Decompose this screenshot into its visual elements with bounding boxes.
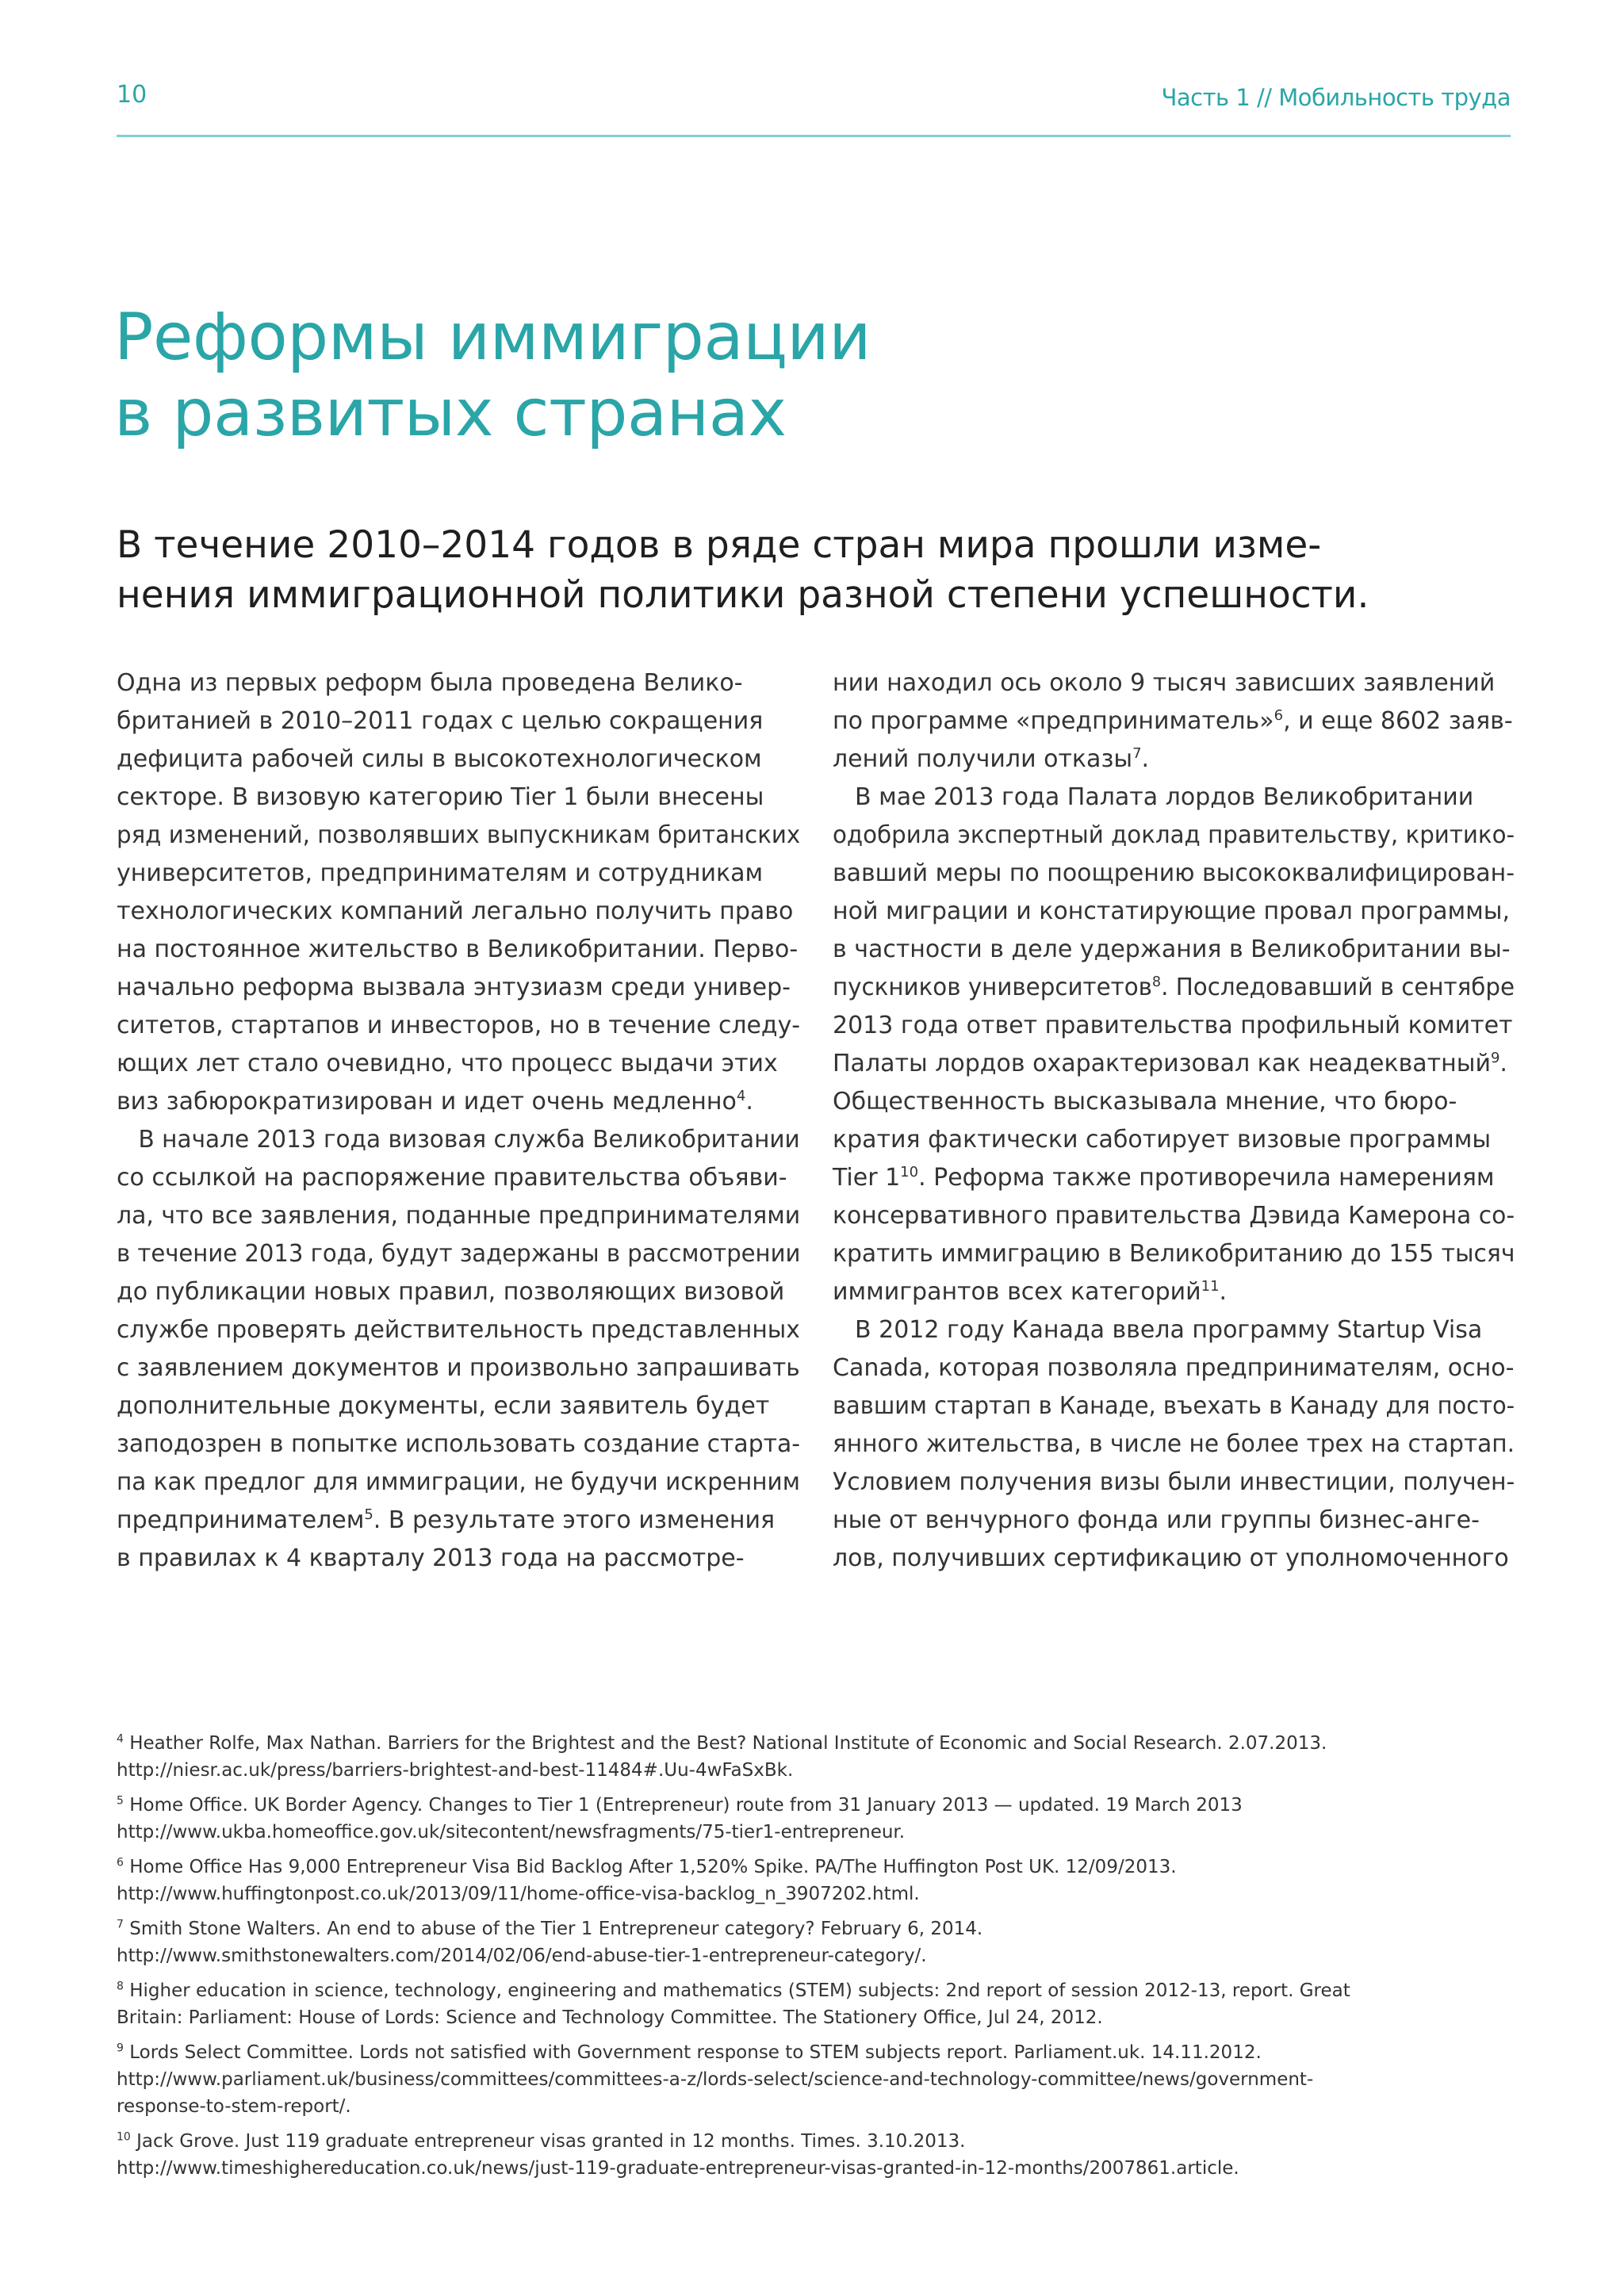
text-line: ющих лет стало очевидно, что процесс выдачи этих xyxy=(117,1050,778,1077)
text-line: кратия фактически саботирует визовые программы xyxy=(833,1126,1492,1154)
text-line: Условием получения визы были инвестиции, получен- xyxy=(833,1468,1515,1496)
text-segment: . xyxy=(1500,1050,1507,1077)
text-line: на постоянное жительство в Великобритании. Перво- xyxy=(117,936,799,963)
footnote xyxy=(117,2128,1512,2182)
footnote xyxy=(117,1854,1512,1908)
text-line: В мае 2013 года Палата лордов Великобритании xyxy=(855,783,1474,811)
text-line xyxy=(117,1083,800,1121)
footnote-number: 6 xyxy=(117,1856,124,1869)
footnote-ref[interactable]: 6 xyxy=(1274,707,1284,724)
footnote xyxy=(117,1977,1512,2031)
footnote-ref[interactable]: 5 xyxy=(364,1506,373,1523)
footnote-text: Lords Select Committee. Lords not satisfied with Government response to STEM subjects report. Parliament.uk. 14.11.2012. xyxy=(123,2042,1262,2063)
footnote-ref[interactable]: 10 xyxy=(900,1164,919,1181)
text-line: В 2012 году Канада ввела программу Startup Visa xyxy=(855,1316,1483,1344)
footnote-ref[interactable]: 9 xyxy=(1490,1050,1500,1066)
lead-paragraph xyxy=(117,520,1512,620)
text-line xyxy=(833,1273,1515,1311)
text-line: ряд изменений, позволявших выпускникам британских xyxy=(117,821,801,849)
footnote-link[interactable]: http://www.timeshighereducation.co.uk/news/just-119-graduate-entrepreneur-visas-granted-in-12-months/2007861.article. xyxy=(117,2158,1239,2179)
text-line: ситетов, стартапов и инвесторов, но в течение следу- xyxy=(117,1012,801,1039)
text-line: со ссылкой на распоряжение правительства объяви- xyxy=(117,1164,787,1192)
text-line: па как предлог для иммиграции, не будучи искренним xyxy=(117,1468,800,1496)
text-line: нии находил ось около 9 тысяч зависших заявлений xyxy=(833,669,1496,697)
text-segment: . Реформа также противоречила намерениям xyxy=(918,1164,1495,1192)
text-line: британией в 2010–2011 годах с целью сокращения xyxy=(117,707,764,735)
footnote-line xyxy=(117,1854,1512,1881)
body-column-right xyxy=(833,664,1515,1578)
text-line xyxy=(833,969,1515,1007)
text-line: до публикации новых правил, позволяющих визовой xyxy=(117,1278,785,1306)
text-line: технологических компаний легально получить право xyxy=(117,897,794,925)
footnote-line xyxy=(117,1977,1512,2004)
footnote xyxy=(117,1792,1512,1846)
text-line: лов, получивших сертификацию от уполномоченного xyxy=(833,1544,1509,1572)
text-line: 2013 года ответ правительства профильный комитет xyxy=(833,1012,1513,1039)
text-line: одобрила экспертный доклад правительству, критико- xyxy=(833,821,1515,849)
text-line: В начале 2013 года визовая служба Великобритании xyxy=(138,1126,800,1154)
text-line xyxy=(833,702,1515,740)
footnote-line xyxy=(117,1792,1512,1819)
text-segment: . xyxy=(745,1088,753,1115)
footnote-number: 10 xyxy=(117,2130,131,2144)
text-segment: . В результате этого изменения xyxy=(373,1506,776,1534)
text-segment: пускников университетов xyxy=(833,974,1152,1001)
text-segment: виз забюрократизирован и идет очень медленно xyxy=(117,1088,737,1115)
lead-line: В течение 2010–2014 годов в ряде стран мира прошли изме- xyxy=(117,523,1322,567)
footnote xyxy=(117,2039,1512,2120)
footnote-text: Smith Stone Walters. An end to abuse of the Tier 1 Entrepreneur category? February 6, 2014. xyxy=(123,1919,983,1939)
text-segment: предпринимателем xyxy=(117,1506,365,1534)
header-rule xyxy=(117,135,1511,137)
text-line: вавшим стартап в Канаде, въехать в Канаду для посто- xyxy=(833,1392,1515,1420)
text-line: дополнительные документы, если заявитель будет xyxy=(117,1392,770,1420)
footnote-line xyxy=(117,2039,1512,2066)
text-line: консервативного правительства Дэвида Камерона со- xyxy=(833,1202,1515,1230)
footnote-link[interactable]: http://www.ukba.homeoffice.gov.uk/sitecontent/newsfragments/75-tier1-entrepreneur. xyxy=(117,1822,906,1843)
text-line: службе проверять действительность представленных xyxy=(117,1316,800,1344)
footnote-text: Home Office Has 9,000 Entrepreneur Visa Bid Backlog After 1,520% Spike. PA/The Huffington Post UK. 12/09/2013. xyxy=(123,1857,1177,1877)
text-line: Общественность высказывала мнение, что бюро- xyxy=(833,1088,1457,1115)
text-line: в правилах к 4 кварталу 2013 года на рассмотре- xyxy=(117,1544,745,1572)
footnote-line: Britain: Parliament: House of Lords: Science and Technology Committee. The Stationery Office, Jul 24, 2012. xyxy=(117,2007,1103,2028)
text-line: кратить иммиграцию в Великобританию до 155 тысяч xyxy=(833,1240,1515,1268)
footnote-ref[interactable]: 8 xyxy=(1151,974,1162,990)
footnote-link[interactable]: http://www.huffingtonpost.co.uk/2013/09/11/home-office-visa-backlog_n_3907202.html. xyxy=(117,1884,920,1904)
text-segment: Палаты лордов охарактеризовал как неадекватный xyxy=(833,1050,1491,1077)
lead-line: нения иммиграционной политики разной степени успешности. xyxy=(117,573,1369,617)
text-line: секторе. В визовую категорию Tier 1 были внесены xyxy=(117,783,764,811)
footnote-link[interactable]: response-to-stem-report/. xyxy=(117,2096,351,2117)
text-segment: по программе «предприниматель» xyxy=(833,707,1274,735)
footnote-link[interactable]: http://www.smithstonewalters.com/2014/02/06/end-abuse-tier-1-entrepreneur-category/. xyxy=(117,1946,927,1966)
text-line xyxy=(833,740,1515,779)
text-line: заподозрен в попытке использовать создание старта- xyxy=(117,1430,801,1458)
text-segment: Tier 1 xyxy=(833,1164,901,1192)
footnote-line xyxy=(117,1915,1512,1942)
running-head: Часть 1 // Мобильность труда xyxy=(1161,84,1511,111)
footnote xyxy=(117,1730,1512,1784)
footnote-ref[interactable]: 11 xyxy=(1201,1278,1220,1295)
text-line: Canada, которая позволяла предпринимателям, осно- xyxy=(833,1354,1515,1382)
footnote-text: Jack Grove. Just 119 graduate entrepreneur visas granted in 12 months. Times. 3.10.2013. xyxy=(130,2131,966,2152)
footnote-link[interactable]: http://niesr.ac.uk/press/barriers-brightest-and-best-11484#.Uu-4wFaSxBk. xyxy=(117,1760,794,1781)
text-line: ные от венчурного фонда или группы бизнес-анге- xyxy=(833,1506,1480,1534)
text-line: ной миграции и констатирующие провал программы, xyxy=(833,897,1510,925)
text-line: дефицита рабочей силы в высокотехнологическом xyxy=(117,745,762,773)
text-line: Одна из первых реформ была проведена Велико- xyxy=(117,669,743,697)
footnote-text: Home Office. UK Border Agency. Changes to Tier 1 (Entrepreneur) route from 31 January 2013 — updated. 19 March 2013 xyxy=(123,1795,1243,1816)
text-line: начально реформа вызвала энтузиазм среди универ- xyxy=(117,974,791,1001)
title-line: Реформы иммиграции xyxy=(114,300,871,375)
text-segment: . xyxy=(1141,745,1150,773)
text-line: ла, что все заявления, поданные предпринимателями xyxy=(117,1202,801,1230)
footnote-text: Higher education in science, technology, engineering and mathematics (STEM) subjects: 2nd report of session 2012-13, report. Great xyxy=(123,1980,1350,2001)
text-line: в течение 2013 года, будут задержаны в рассмотрении xyxy=(117,1240,801,1268)
footnote-number: 8 xyxy=(117,1980,124,1993)
text-line: в частности в деле удержания в Великобритании вы- xyxy=(833,936,1511,963)
footnote-line xyxy=(117,1730,1512,1757)
text-line: янного жительства, в числе не более трех на стартап. xyxy=(833,1430,1515,1458)
page-number: 10 xyxy=(117,81,147,109)
footnote-ref[interactable]: 7 xyxy=(1132,745,1142,762)
text-segment: иммигрантов всех категорий xyxy=(833,1278,1201,1306)
footnote-number: 4 xyxy=(117,1732,124,1746)
text-segment: . xyxy=(1219,1278,1228,1306)
body-column-left xyxy=(117,664,800,1578)
text-line xyxy=(833,1159,1515,1197)
footnote-number: 9 xyxy=(117,2042,124,2055)
footnote-text: Heather Rolfe, Max Nathan. Barriers for the Brightest and the Best? National Institute of Economic and Social Research. 2.07.2013. xyxy=(123,1733,1327,1754)
footnote-link[interactable]: http://www.parliament.uk/business/committees/committees-a-z/lords-select/science-and-technology-committee/news/government- xyxy=(117,2069,1314,2090)
footnote-ref[interactable]: 4 xyxy=(736,1088,746,1104)
text-line xyxy=(833,1045,1515,1083)
title-line: в развитых странах xyxy=(114,376,787,451)
text-line xyxy=(117,1502,800,1540)
text-line: с заявлением документов и произвольно запрашивать xyxy=(117,1354,800,1382)
text-segment: лений получили отказы xyxy=(833,745,1133,773)
text-line: вавший меры по поощрению высококвалифицирован- xyxy=(833,859,1515,887)
text-line: университетов, предпринимателям и сотрудникам xyxy=(117,859,764,887)
footnote-number: 7 xyxy=(117,1918,124,1931)
footnotes xyxy=(117,1730,1512,2190)
text-segment: , и еще 8602 заяв- xyxy=(1283,707,1513,735)
footnote-number: 5 xyxy=(117,1794,124,1808)
page-title xyxy=(114,300,871,452)
footnote xyxy=(117,1915,1512,1969)
text-segment: . Последовавший в сентябре xyxy=(1161,974,1515,1001)
footnote-line xyxy=(117,2128,1512,2155)
